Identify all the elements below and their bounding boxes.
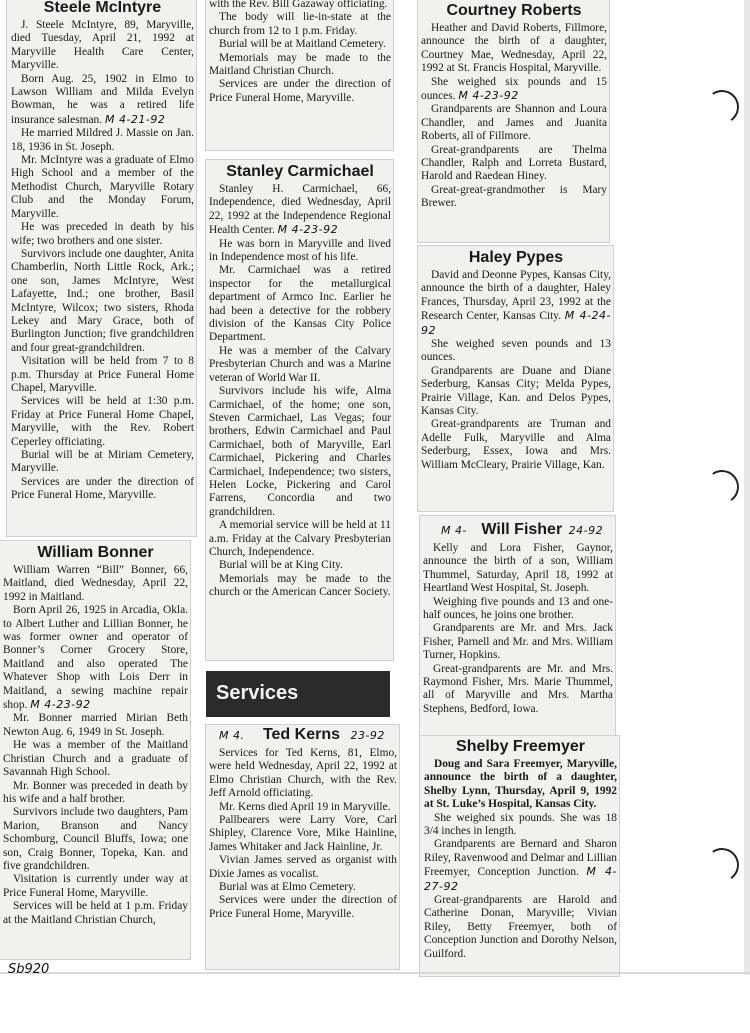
birth-shelby-freemyer [420,736,619,976]
birth-will-fisher [420,516,615,738]
obituary-stanley-carmichael [206,160,393,660]
paragraph: Mr. Carmichael was a retired inspector for the metallurgical department of Armco Inc. Earlier he had been a detective for the robbery division of the Kansas City Police Department. [209,264,391,344]
paragraph: Pallbearers were Larry Vore, Carl Shipley, Clarence Vore, Mike Hainline, James Whitaker and Jack Hainline, Jr. [209,814,397,853]
paragraph: Memorials may be made to the Maitland Christian Church. [209,51,391,78]
paragraph: Great-grandparents are Harold and Catherine Donan, Maryville; Vivian Riley, Betty Freemyer, both of Conception Junction and Dorothy Nelson, Guilford. [424,894,617,960]
headline: William Bonner [37,544,154,561]
paragraph: He married Mildred J. Massie on Jan. 18, 1936 in St. Joseph. [11,127,194,153]
paragraph: Great-great-grandmother is Mary Brewer. [421,183,607,210]
paragraph: Great-grandparents are Thelma Chandler, Ralph and Lorreta Bustard, Harold and Raedean Hiney. [421,143,607,183]
paragraph: Grandparents are Bernard and Sharon Riley, Ravenwood and Delmar and Lillian Freemyer, Conception Junction. M 4-27-92 [424,838,617,893]
paragraph: She weighed six pounds. She was 18 3/4 inches in length. [424,811,617,838]
paragraph: Burial will be at Miriam Cemetery, Maryville. [11,449,194,475]
paragraph: Stanley H. Carmichael, 66, Independence, died Wednesday, April 22, 1992 at the Independence Regional Health Center. M 4-23-92 [209,183,391,237]
paragraph: Memorials may be made to the church or the American Cancer Society. [209,572,391,599]
paragraph: A memorial service will be held at 11 a.m. Friday at the Calvary Presbyterian Church, Independence. [209,519,391,558]
paragraph: Grandparents are Duane and Diane Sederburg, Kansas City; Melda Pypes, Prairie Village, Kan. and Delos Pypes, Kansas City. [421,364,611,418]
paragraph: Services for Ted Kerns, 81, Elmo, were held Wednesday, April 22, 1992 at Elmo Christian Church, with the Rev. Jeff Arnold officiating. [209,747,397,800]
paragraph: Born Aug. 25, 1902 in Elmo to Lawson William and Milda Evelyn Bowman, he was a retired life insurance salesman. M 4-21-92 [11,72,194,126]
paragraph: The body will lie-in-state at the church from 12 to 1 p.m. Friday. [209,11,391,37]
paragraph: Heather and David Roberts, Fillmore, announce the birth of a daughter, Courtney Mae, Wednesday, April 22, 1992 at St. Francis Hospital, Maryville. [421,22,607,75]
paragraph: He was a member of the Maitland Christian Church and a graduate of Savannah High School. [3,739,188,779]
paragraph: Visitation will be held from 7 to 8 p.m. Thursday at Price Funeral Home Chapel, Maryville. [11,355,194,394]
paragraph: She weighed six pounds and 15 ounces. M 4-23-92 [421,75,607,103]
headline-row [423,520,613,540]
paragraph: with the Rev. Bill Gazaway officiating. [209,0,388,10]
handwritten-date-note: M 4-21-92 [104,112,166,126]
headline: Steele McIntyre [43,0,162,16]
paragraph: J. Steele McIntyre, 89, Maryville, died Tuesday, April 21, 1992 at Maryville Health Care Center, Maryville. [11,19,194,72]
headline: Courtney Roberts [446,2,582,19]
birth-courtney-roberts [418,0,609,242]
handwritten-date-note: M 4-23-92 [30,698,91,712]
page-edge [0,972,750,974]
handwritten-date-note: M 4. [219,729,245,742]
paragraph: Survivors include two daughters, Pam Marion, Branson and Nancy Schomburg, Council Bluffs, Iowa; one son, Craig Bonner, Topeka, Kan. and five grandchildren. [3,806,188,872]
paragraph: He was born in Maryville and lived in Independence most of his life. [209,237,391,264]
handwritten-date-note: M 4-27-92 [424,865,617,893]
paragraph: Services will be held at 1 p.m. Friday at the Maitland Christian Church, [3,900,188,926]
paragraph: Great-grandparents are Mr. and Mrs. Raymond Fisher, Mrs. Marie Thummel, all of Maryville and Mrs. Martha Stephens, Bedford, Iowa. [423,662,613,715]
paragraph: He was preceded in death by his wife; two brothers and one sister. [11,221,194,247]
paragraph: Doug and Sara Freemyer, Maryville, announce the birth of a daughter, Shelby Lynn, Thursday, April 9, 1992 at St. Luke’s Hospital, Kansas City. [424,758,617,811]
paragraph: Burial will be at King City. [219,559,343,572]
paragraph: Grandparents are Mr. and Mrs. Jack Fisher, Parnell and Mr. and Mrs. William Turner, Hopkins. [423,622,613,662]
paragraph: Visitation is currently under way at Price Funeral Home, Maryville. [3,873,188,899]
handwritten-date-note: 23-92 [350,729,385,742]
handwritten-reference-number: Sb920 [8,962,50,977]
paragraph: Services are under the direction of Price Funeral Home, Maryville. [11,475,194,502]
headline: Shelby Freemyer [456,738,585,755]
paragraph: Grandparents are Shannon and Loura Chandler, and James and Juanita Roberts, all of Fillmore. [421,103,607,143]
headline: Will Fisher [481,521,563,538]
punch-hole-mark [702,87,741,126]
paragraph: Survivors include one daughter, Anita Chamberlin, North Little Rock, Ark.; one son, James McIntyre, West Lafayette, Ind.; one brother, Basil McIntyre, Wilcox; two sisters, Rhoda Lekey and Mary Grace, both of Burlington Junction; five grandchildren and four great-grandchildren. [11,247,194,354]
paragraph: Weighing five pounds and 13 and one-half ounces, he joins one brother. [423,595,613,622]
handwritten-date-note: 24-92 [568,524,604,537]
handwritten-date-note: M 4-23-92 [458,89,519,103]
obituary-ted-kerns [206,725,399,969]
paragraph: Great-grandparents are Truman and Adelle Fulk, Maryville and Alma Sederburg, Essex, Iowa and Mrs. William McCleary, Prairie Village, Kan. [421,418,611,471]
handwritten-date-note: M 4-24-92 [421,309,611,337]
headline: Haley Pypes [468,249,564,266]
paragraph: Mr. McIntyre was a graduate of Elmo High School and a member of the Methodist Church, Maryville Rotary Club and the Monday Forum, Maryville. [11,154,194,220]
paragraph: Vivian James served as organist with Dixie James as vocalist. [209,854,397,880]
paragraph: Mr. Bonner was preceded in death by his wife and a half brother. [3,779,188,805]
headline: Stanley Carmichael [226,163,374,180]
birth-haley-pypes [418,246,613,511]
obituary-william-bonner [0,541,190,959]
paragraph: Services will be held at 1:30 p.m. Friday at Price Funeral Home Chapel, Maryville, with the Rev. Robert Ceperley officiating. [11,395,194,448]
obituary-bonner-continued [206,0,393,150]
handwritten-date-note: M 4-23-92 [277,223,339,237]
paragraph: She weighed seven pounds and 13 ounces. [421,338,611,364]
handwritten-date-note: M 4- [441,524,467,537]
paragraph: He was a member of the Calvary Presbyterian Church and was a Marine veteran of World War II. [209,344,391,384]
paragraph: Kelly and Lora Fisher, Gaynor, announce the birth of a son, William Thummel, Saturday, April 18, 1992 at Heartland West Hospital, St. Joseph. [423,542,613,595]
services-heading: Services [216,682,299,704]
paragraph: Services were under the direction of Price Funeral Home, Maryville. [209,894,397,920]
paragraph: Services are under the direction of Price Funeral Home, Maryville. [209,78,391,104]
obituary-steele-mcintyre [7,0,196,536]
paragraph: Mr. Bonner married Mirian Beth Newton Aug. 6, 1949 in St. Joseph. [3,712,188,738]
headline: Ted Kerns [262,726,340,743]
punch-hole-mark [702,845,741,884]
paragraph: Survivors include his wife, Alma Carmichael, of the home; one son, Steven Carmichael, Las Vegas; four brothers, Edwin Carmichael and Paul Carmichael, both of Maryville, Earl Carmichael, Pickering and Charles Carmichael, Independence; two sisters, Helen Locke, Pickering and Carol Farrens, Concordia and two grandchildren. [209,385,391,518]
paragraph: William Warren “Bill” Bonner, 66, Maitland, died Wednesday, April 22, 1992 in Maitland. [3,564,188,603]
paragraph: Born April 26, 1925 in Arcadia, Okla. to Albert Luther and Lillian Bonner, he was former owner and operator of Bonner’s Corner Grocery Store, Maitland and also operated The Whatever Shop with Lois Derr in Maitland, a sewing machine repair shop. M 4-23-92 [3,604,188,712]
page-edge [744,0,750,975]
paragraph: Mr. Kerns died April 19 in Maryville. [219,800,391,813]
punch-hole-mark [702,467,741,506]
headline-row [209,725,397,745]
services-section-banner [206,671,390,717]
paragraph: Burial was at Elmo Cemetery. [219,881,356,894]
paragraph: David and Deonne Pypes, Kansas City, announce the birth of a daughter, Haley Frances, Thursday, April 23, 1992 at the Research Center, Kansas City. M 4-24-92 [421,269,611,337]
paragraph: Burial will be at Maitland Cemetery. [219,38,386,51]
